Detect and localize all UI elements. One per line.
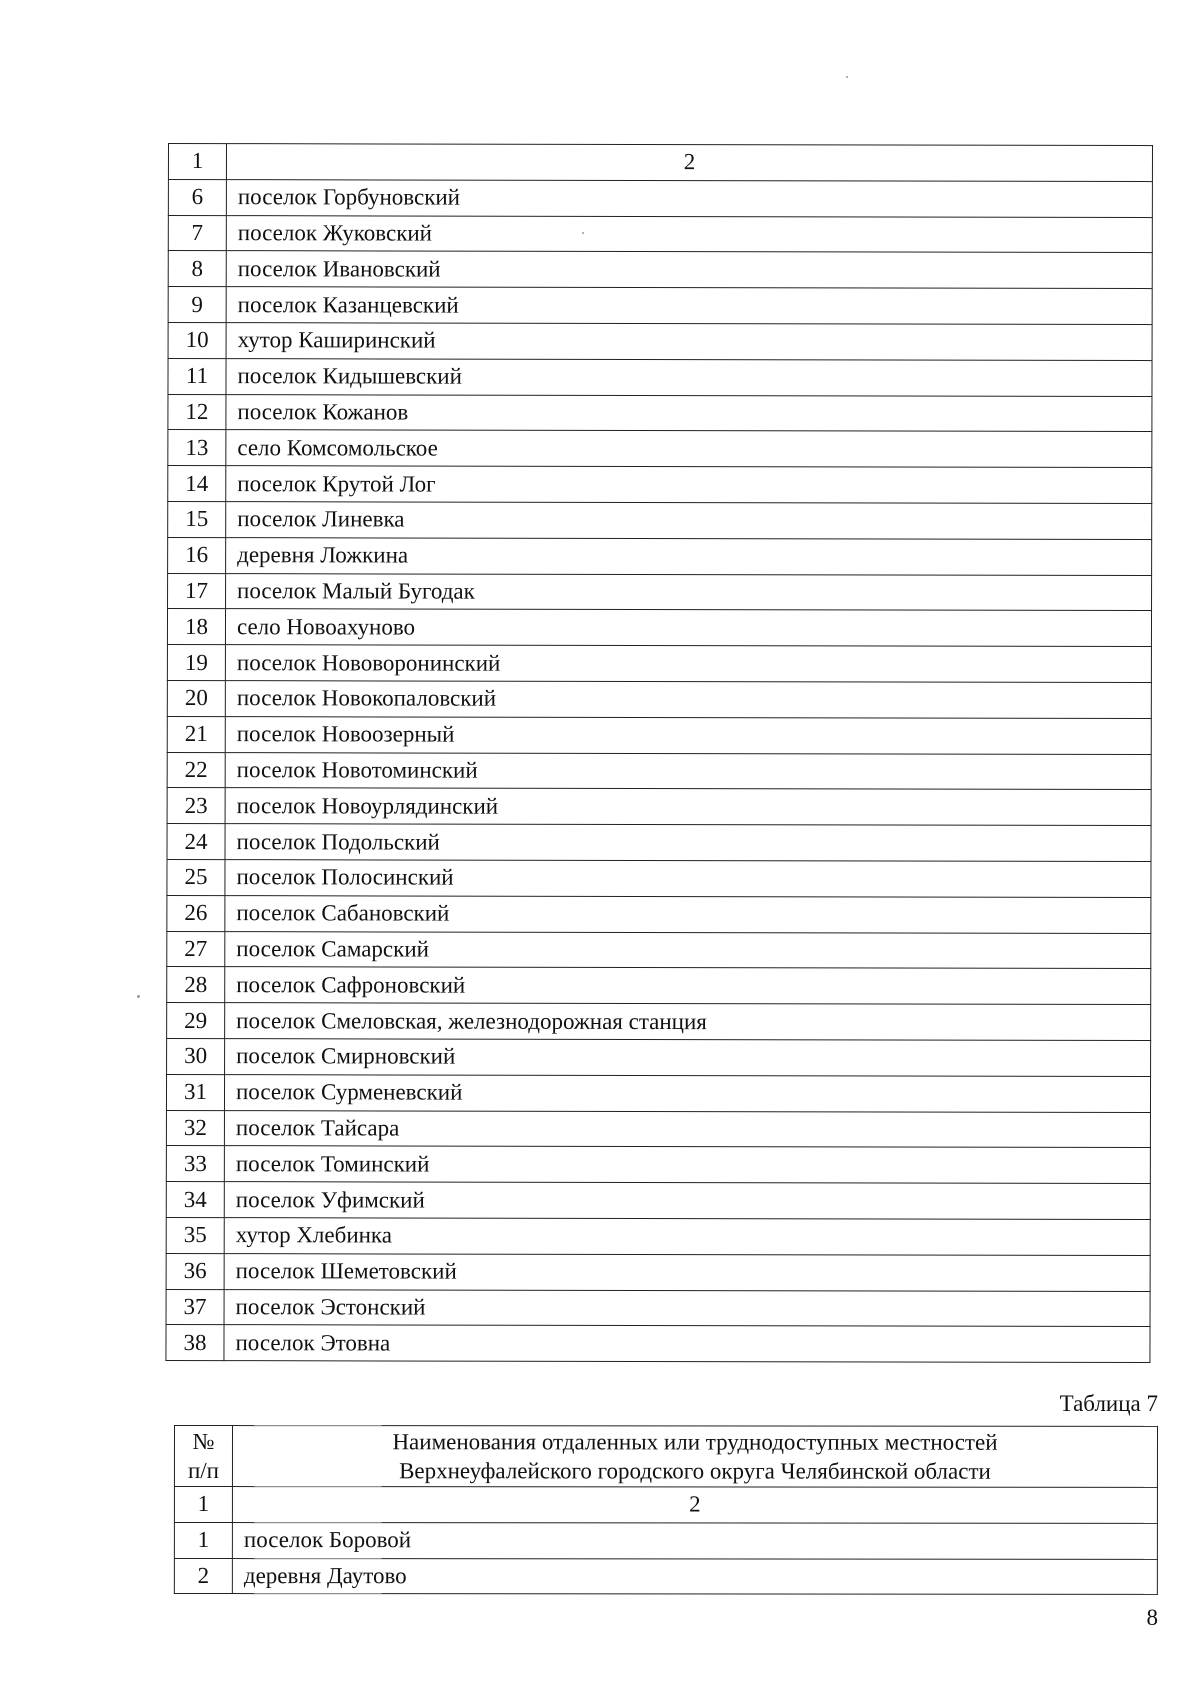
settlement-name: поселок Ивановский — [226, 251, 1152, 289]
table-row — [167, 931, 1151, 969]
settlements-table-continued — [165, 143, 1153, 1363]
table-7-index-row — [174, 1487, 1157, 1524]
table-row — [167, 752, 1151, 790]
table-7-header-row — [174, 1426, 1157, 1488]
row-number: 9 — [168, 287, 226, 323]
settlement-name: поселок Горбуновский — [226, 179, 1152, 217]
table-7-body — [174, 1487, 1157, 1595]
table-row — [166, 1325, 1150, 1363]
column-index-2: 2 — [226, 144, 1152, 182]
header-number-sign: № — [192, 1429, 215, 1455]
settlement-name: поселок Новоозерный — [225, 716, 1151, 754]
row-number: 21 — [167, 716, 225, 752]
scan-speck — [846, 76, 848, 78]
settlement-name: поселок Шеметовский — [224, 1253, 1150, 1291]
settlement-name: поселок Смирновский — [225, 1039, 1151, 1077]
row-number: 30 — [167, 1038, 225, 1074]
row-number: 26 — [167, 895, 225, 931]
table-7-caption: Таблица 7 — [1059, 1391, 1158, 1416]
row-number: 16 — [168, 537, 226, 573]
table-row — [168, 287, 1152, 325]
table-7-header-number — [174, 1426, 232, 1487]
row-number: 38 — [166, 1325, 224, 1361]
column-index-1: 1 — [168, 144, 226, 180]
table-7-index-1: 1 — [174, 1487, 232, 1523]
table-row — [167, 680, 1151, 718]
settlement-name: поселок Новокопаловский — [225, 681, 1151, 719]
row-number: 23 — [167, 788, 225, 824]
column-index-row — [168, 144, 1152, 182]
settlement-name: поселок Крутой Лог — [226, 466, 1152, 504]
table-row — [168, 466, 1152, 504]
settlement-name: поселок Кожанов — [226, 394, 1152, 432]
settlement-name: поселок Полосинский — [225, 860, 1151, 898]
table-row — [168, 501, 1152, 539]
settlement-name: поселок Кидышевский — [226, 358, 1152, 396]
row-number: 29 — [167, 1003, 225, 1039]
row-number: 25 — [167, 859, 225, 895]
row-number: 28 — [167, 967, 225, 1003]
row-number: 6 — [168, 179, 226, 215]
row-number: 37 — [166, 1289, 224, 1325]
settlement-name: поселок Новотоминский — [225, 752, 1151, 790]
row-number: 15 — [168, 501, 226, 537]
settlement-name: поселок Малый Бугодак — [226, 573, 1152, 611]
table-row — [168, 430, 1152, 468]
row-number: 2 — [174, 1558, 232, 1594]
settlement-name: поселок Самарский — [225, 931, 1151, 969]
page-number: 8 — [1146, 1605, 1158, 1630]
settlement-name: село Комсомольское — [226, 430, 1152, 468]
row-number: 33 — [166, 1146, 224, 1182]
row-number: 11 — [168, 358, 226, 394]
settlement-name: поселок Линевка — [226, 502, 1152, 540]
table-row — [167, 788, 1151, 826]
settlement-name: поселок Казанцевский — [226, 287, 1152, 325]
row-number: 24 — [167, 824, 225, 860]
row-number: 1 — [174, 1522, 232, 1558]
table-row — [166, 1074, 1150, 1112]
settlement-name: хутор Каширинский — [226, 323, 1152, 361]
table-row — [167, 716, 1151, 754]
settlement-name: поселок Нововоронинский — [225, 645, 1151, 683]
settlement-name: поселок Новоурлядинский — [225, 788, 1151, 826]
table-7-header-title — [232, 1426, 1157, 1488]
header-title-line-1: Наименования отдаленных или труднодоступных местностей — [392, 1429, 998, 1455]
table-7 — [174, 1425, 1158, 1595]
table-row — [166, 1253, 1150, 1291]
table-row — [167, 1038, 1151, 1076]
table-row — [168, 573, 1152, 611]
settlement-name: хутор Хлебинка — [224, 1218, 1150, 1256]
table-row — [174, 1522, 1157, 1559]
table-row — [168, 179, 1152, 217]
row-number: 10 — [168, 322, 226, 358]
table-row — [167, 645, 1151, 683]
table-row — [174, 1558, 1157, 1595]
table-row — [166, 1110, 1150, 1148]
settlement-name: поселок Уфимский — [224, 1182, 1150, 1220]
settlement-name: поселок Боровой — [232, 1522, 1157, 1559]
row-number: 13 — [168, 430, 226, 466]
settlement-name: поселок Подольский — [225, 824, 1151, 862]
table-row — [166, 1182, 1150, 1220]
table-row — [168, 215, 1152, 253]
table-row — [167, 859, 1151, 897]
row-number: 32 — [166, 1110, 224, 1146]
table-row — [168, 537, 1152, 575]
table-row — [167, 609, 1151, 647]
row-number: 19 — [167, 645, 225, 681]
settlement-name: поселок Сурменевский — [224, 1074, 1150, 1112]
row-number: 20 — [167, 680, 225, 716]
settlement-name: поселок Тайсара — [224, 1110, 1150, 1148]
row-number: 35 — [166, 1217, 224, 1253]
settlement-name: поселок Сабановский — [225, 895, 1151, 933]
header-number-abbrev: п/п — [187, 1458, 219, 1484]
table-row — [167, 967, 1151, 1005]
row-number: 8 — [168, 251, 226, 287]
header-title-line-2: Верхнеуфалейского городского округа Челябинской области — [399, 1458, 991, 1484]
settlement-name: деревня Ложкина — [226, 537, 1152, 575]
row-number: 18 — [167, 609, 225, 645]
table-row — [168, 358, 1152, 396]
settlement-name: деревня Даутово — [232, 1558, 1157, 1595]
settlement-name: поселок Сафроновский — [225, 967, 1151, 1005]
row-number: 34 — [166, 1182, 224, 1218]
table-row — [167, 824, 1151, 862]
settlement-name: поселок Эстонский — [224, 1289, 1150, 1327]
row-number: 7 — [168, 215, 226, 251]
table-7-index-2: 2 — [232, 1487, 1157, 1524]
scan-speck — [137, 995, 140, 998]
row-number: 14 — [168, 466, 226, 502]
settlement-name: поселок Томинский — [224, 1146, 1150, 1184]
table-row — [167, 895, 1151, 933]
settlement-name: поселок Жуковский — [226, 215, 1152, 253]
row-number: 12 — [168, 394, 226, 430]
table-row — [166, 1146, 1150, 1184]
row-number: 17 — [168, 573, 226, 609]
row-number: 27 — [167, 931, 225, 967]
settlement-name: поселок Смеловская, железнодорожная станция — [225, 1003, 1151, 1041]
row-number: 22 — [167, 752, 225, 788]
table-row — [168, 251, 1152, 289]
settlement-name: поселок Этовна — [224, 1325, 1150, 1363]
table-row — [168, 394, 1152, 432]
table-row — [166, 1217, 1150, 1255]
table-row — [166, 1289, 1150, 1327]
table-row — [167, 1003, 1151, 1041]
settlement-name: село Новоахуново — [225, 609, 1151, 647]
row-number: 31 — [166, 1074, 224, 1110]
row-number: 36 — [166, 1253, 224, 1289]
settlements-table-body — [166, 144, 1153, 1363]
scan-speck — [582, 232, 584, 234]
table-row — [168, 322, 1152, 360]
